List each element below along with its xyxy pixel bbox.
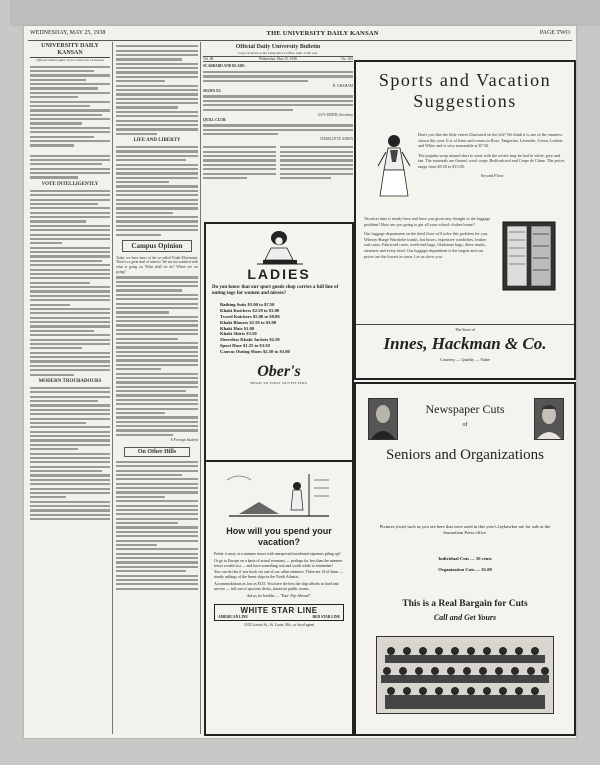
ladies-heading: LADIES [247,266,311,282]
bulletin-item-signature: D. GRAHAM [332,84,353,89]
red-star-line-logo: RED STAR LINE [312,615,340,620]
editorial-text [116,146,198,236]
masthead-title: UNIVERSITY DAILY KANSAN [30,43,110,58]
sports-luggage-copy [364,216,492,259]
campus-opinion-lead: Today we have most of the so-called Youth Movement. There is a great deal of interest. We are not satisfied with what is going on. What shall we do? Where are we going? [116,255,198,274]
organization-group-photo [376,636,554,714]
vacation-paragraph: Accommodations as low as $115. You have the best the ship affords in food and service — full run of spacious decks, attractive public rooms. [214,581,339,591]
seated-woman-illustration-icon [249,228,309,266]
sports-heading: Sports and Vacation Suggestions [378,70,552,111]
vacation-paragraph: Ask us for booklet — "Your Trip Abroad". [246,593,312,598]
other-hills-text [116,461,198,590]
header-paper-name: THE UNIVERSITY DAILY KANSAN [266,29,379,37]
price-item: Khaki Knickers $2.50 to $3.00 [220,308,280,314]
other-hills-title: On Other Hills [137,448,177,455]
header-page-number: PAGE TWO [539,30,570,36]
editorial-text [30,155,110,179]
editorial-column-2 [116,43,198,733]
bulletin-item-signature: CHARLOTTE AIKEN [319,137,353,142]
editorial-heading-troubadours: MODERN TROUBADOURS [38,378,102,384]
price-item: Tweed Knickers $5.00 to $8.00 [220,314,280,319]
innes-hackman-logo: Innes, Hackman & Co. [383,334,547,353]
white-star-logo-bar [214,604,344,621]
cuts-heading: Newspaper Cuts [425,402,505,416]
call-heading: Call and Get Yours [433,613,497,622]
bulletin-item-heading: SIGMA XI: [203,88,222,93]
sports-paragraph: Our luggage department on the third floor will solve this problem for you. Wheary-Burge Wardrobe trunks, hat boxes, expensive wardrobes, leather suit cases, Fabricoid cases, week-end bags, Gladstone bags, dress trunks, steamers and every kind. Our luggage department is the largest and our prices are the lowest in town. Let us show you. [364,231,489,259]
bulletin-dateline [203,56,353,63]
sports-floor-note: Second Floor [480,172,504,178]
bulletin-item-signature: GUY SMITH, Secretary [317,112,353,117]
sports-paragraph: Vacation time is nearly here and have you given any thought to the luggage problem? How are you going to get all your school clothes home? [364,216,491,227]
editorial-heading-voting: VOTE INTELLIGENTLY [41,181,99,187]
obers-tagline: HEAD TO FOOT OUTFITTERS [250,380,308,385]
store-of-label: The Store of [455,327,475,332]
scanner-edge [10,0,600,26]
bulletin-item-heading: QUILL CLUB: [203,117,227,122]
obers-logo: Ober's [257,362,301,380]
bulletin-item-text [203,124,353,135]
vacation-copy [206,549,352,601]
vacation-paragraph: Fritter it away at a summer resort with unexpected incidental expenses piling up? [214,552,341,556]
white-star-sublogos [215,615,343,619]
newspaper-cuts-ad [354,382,576,736]
editorial-heading-life: LIFE AND LIBERTY [133,137,181,143]
sports-paragraph: Don't you like the little vestee illustrated on the left? We think it is one of the smartest shown this year. It is of linen and comes in Rose, Tangerine, Lavender, Green, Leather and White and is very reasonable at $7.50. [418,132,563,149]
editorial-text [116,45,198,135]
bulletin-item-text [280,144,353,181]
header-rule [28,40,572,41]
group-photo-icon [377,637,553,713]
campus-opinion-heading-box [122,240,192,252]
white-star-address: 1101 Locust St., St. Louis, Mo., or local agent [243,623,315,628]
bulletin-volume: Vol. III. [203,56,215,61]
bulletin-date: Wednesday, May 25, 1938 [258,56,297,61]
campus-opinion-text [116,276,198,436]
editorial-text [30,190,110,376]
american-line-logo: AMERICAN LINE [218,615,248,620]
price-item: Khaki Blouses $2.50 to $3.00 [220,319,277,325]
white-star-logo: WHITE STAR LINE [240,606,318,616]
campus-opinion-title: Campus Opinion [131,241,183,250]
campus-opinion-author: A Foreign Student [170,438,198,443]
seniors-organizations-heading: Seniors and Organizations [385,447,545,463]
portrait-icon [535,399,563,439]
newspaper-page [24,26,576,738]
masthead-subtitle: Official student paper of the University of Kansas [36,58,104,62]
vacation-paragraph: You can do this if you book via one of our cabin steamers. There are 14 of them — steady sailings of the finest ships in the North Atlantic. [214,570,344,580]
obers-ladies-ad [204,222,354,462]
vacation-paragraph: Or go to Europe on a basis of actual economy — perhaps for less than the summer resort would cost — and have something real and worth while to remember! [214,558,343,568]
header-date: WEDNESDAY, MAY 25, 1938 [30,30,106,36]
sports-paragraph: The popular wrap around skirt to wear with the vestee may be had in white, grey and tan. The materials are flannel, wool crepe, Bedfordcord and Crepe de Chine. The prices range from $9.50 to $15.00. [418,152,565,169]
price-item: Khaki Shirts $3.50 [220,331,257,337]
individual-cuts-price: Individual Cuts — 50 cents [438,556,492,561]
price-item: Khaki Hats $1.00 [220,325,255,331]
price-item: Sport Hose $1.25 to $3.50 [220,342,270,348]
organization-cuts-price: Organization Cuts — $1.00 [438,567,492,572]
column-divider [112,42,113,734]
white-star-line-ad [204,460,354,736]
column-divider [200,42,201,734]
portrait-icon [369,399,397,439]
staff-box [30,66,110,147]
bulletin-subtitle: Copy received at the Chancellor's Office until 11:00 a.m. [238,51,318,55]
woman-in-vestee-illustration-icon [372,132,414,202]
cuts-of: of [462,422,468,428]
senior-portrait-photo-2 [534,398,564,440]
bulletin-item-text [203,144,276,181]
cuts-description: Pictures (cuts) such as you see here that were used in this year's Jayhawker are for sale at the Journalism Press office. [379,524,551,535]
bulletin-number: No. 163 [341,56,353,61]
vacation-heading: How will you spend your vacation? [226,526,332,547]
bulletin-item-text [203,95,353,110]
bulletin-lower-columns [203,144,353,181]
bulletin-title: Official Daily University Bulletin [235,44,321,50]
store-tagline: Courtesy — Quality — Value [440,357,490,362]
editorial-text [30,387,110,520]
wardrobe-trunk-illustration-icon [500,218,558,294]
store-signature-rule [356,324,574,325]
ship-deck-illustration-icon [219,466,339,524]
price-item: Sleeveless Khaki Jackets $2.50 [220,337,280,343]
price-item: Canvas Outing Shoes $2.50 to $3.00 [220,348,290,354]
price-item: Bathing Suits $5.00 to $7.50 [220,302,275,308]
bulletin-item-heading: SCABBARD AND BLADE: [203,64,246,69]
bargain-heading: This is a Real Bargain for Cuts [402,599,528,609]
other-hills-heading-box [124,447,190,457]
editorial-column-1 [30,43,110,733]
university-bulletin [203,44,353,219]
ladies-intro: Do you know that our sport goods shop carries a full line of outing togs for women and misses? [212,285,339,297]
page-header [30,27,570,39]
sports-vestee-copy [418,132,566,178]
innes-hackman-sports-ad [354,60,576,380]
senior-portrait-photo-1 [368,398,398,440]
ladies-price-list [206,300,352,356]
bulletin-item-text [203,71,353,82]
